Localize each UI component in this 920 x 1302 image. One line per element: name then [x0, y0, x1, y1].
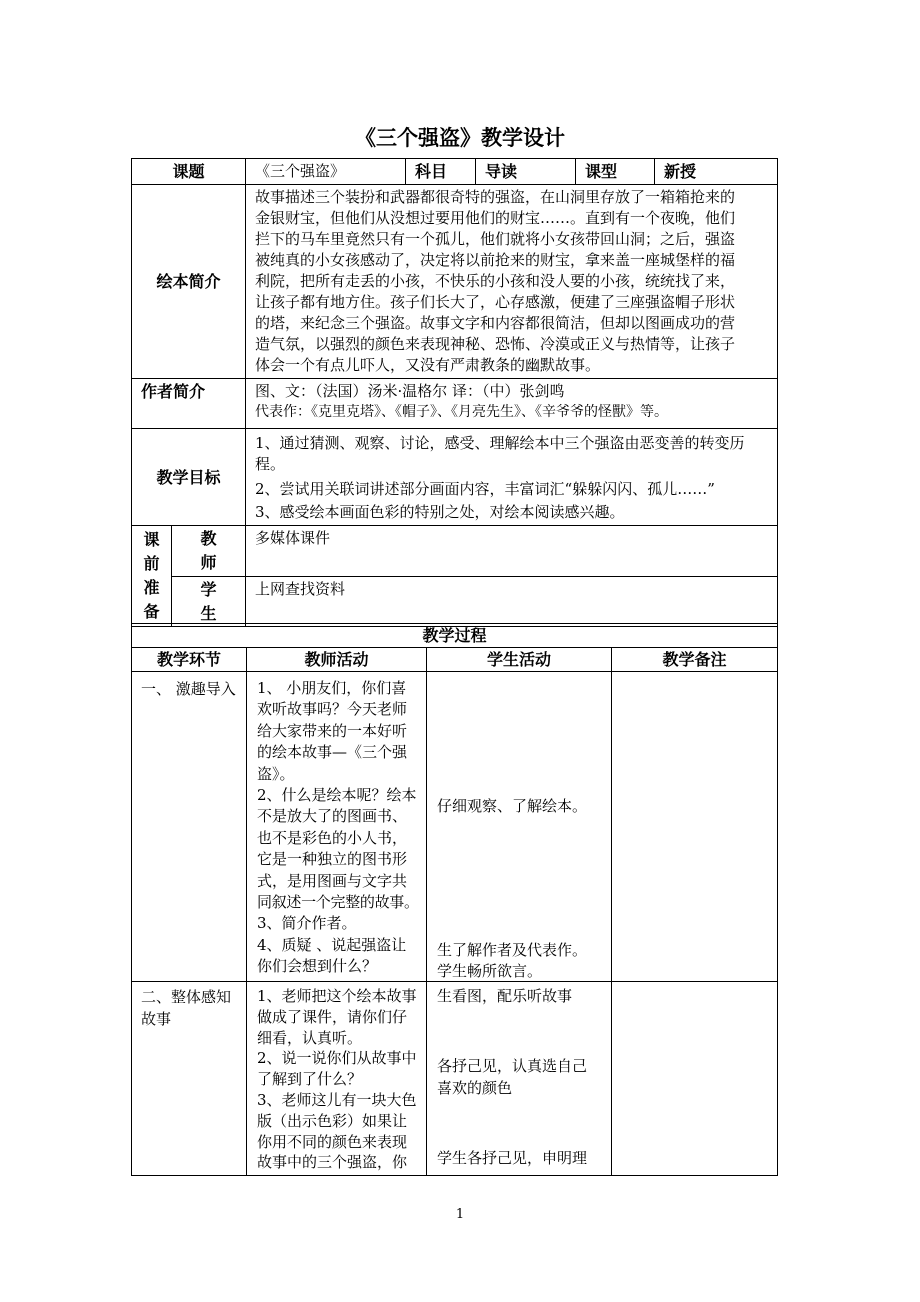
- teacher-line: 故事中的三个强盗，你: [257, 1153, 408, 1172]
- prep-student-value: 上网查找资料: [246, 577, 778, 627]
- document-title: 《三个强盗》教学设计: [355, 126, 565, 150]
- book-intro-line: 让孩子都有地方住。孩子们长大了，心存感激，便建了三座强盗帽子形状: [255, 293, 736, 311]
- teacher-line: 给大家带来的一本好听: [257, 721, 408, 740]
- prep-char: 备: [143, 602, 160, 621]
- book-intro-line: 的塔，来纪念三个强盗。故事文字和内容都很简洁，但却以图画成功的营: [255, 314, 736, 332]
- goal-item: 2、尝试用关联词讲述部分画面内容，丰富词汇“躲躲闪闪、孤儿……”: [255, 480, 715, 498]
- goals-label: 教学目标: [132, 429, 246, 526]
- prep-teacher-label: [172, 526, 246, 577]
- stage1-teacher: [247, 672, 427, 982]
- student-activity: 学生畅所欲言。: [437, 962, 543, 980]
- student-activity: 学生各抒己见，申明理: [437, 1149, 588, 1167]
- process-table: [131, 623, 778, 1176]
- teacher-line: 你们会想到什么？: [257, 957, 378, 976]
- stage2-name: 二、整体感知故事: [132, 982, 247, 1176]
- stage1-notes: [612, 672, 778, 982]
- teacher-line: 了解到了什么？: [257, 1070, 363, 1089]
- book-intro-text: [246, 185, 778, 379]
- teacher-line: 3、老师这儿有一块大色: [257, 1090, 417, 1109]
- teacher-line: 2、说一说你们从故事中: [257, 1049, 417, 1068]
- stage2-notes: [612, 982, 778, 1176]
- book-intro-line: 利院，把所有走丢的小孩，不快乐的小孩和没人要的小孩，统统找了来，: [255, 272, 736, 290]
- book-intro-line: 故事描述三个装扮和武器都很奇特的强盗，在山洞里存放了一箱箱抢来的: [255, 188, 736, 206]
- teacher-line: 1、 小朋友们，你们喜: [257, 679, 407, 697]
- goal-item: 3、感受绘本画面色彩的特别之处，对绘本阅读感兴趣。: [255, 503, 625, 521]
- stage1-student: [427, 672, 612, 982]
- teacher-line: 4、质疑 、说起强盗让: [257, 935, 407, 954]
- teacher-line: 不是放大了的图画书、: [257, 807, 408, 826]
- student-activity: 喜欢的颜色: [437, 1079, 513, 1097]
- page-number: 1: [455, 1207, 465, 1222]
- book-intro-line: 造气氛，以强烈的颜色来表现神秘、恐怖、冷漠或正义与热情等，让孩子: [255, 335, 736, 353]
- book-intro-line: 金银财宝，但他们从没想过要用他们的财宝……。直到有一个夜晚，他们: [255, 209, 736, 227]
- process-heading: 教学过程: [132, 624, 778, 648]
- author-intro-label: 作者简介: [132, 379, 246, 429]
- stage2-student: [427, 982, 612, 1176]
- author-intro-text: [246, 379, 778, 429]
- teacher-line: 1、老师把这个绘本故事: [257, 987, 417, 1005]
- teacher-line: 欢听故事吗？今天老师: [257, 700, 408, 719]
- teacher-line: 式，是用图画与文字共: [257, 871, 408, 890]
- book-intro-label: 绘本简介: [132, 185, 246, 379]
- col-header-notes: 教学备注: [612, 648, 778, 672]
- representative-works: 代表作：《克里克塔》、《帽子》、《月亮先生》、《辛爷爷的怪獸》等。: [255, 404, 669, 420]
- student-char: 学: [200, 579, 217, 599]
- teacher-line: 它是一种独立的图书形: [257, 850, 408, 869]
- stage1-name: 一、 激趣导入: [132, 672, 247, 982]
- book-intro-line: 体会一个有点儿吓人，又没有严肃教条的幽默故事。: [255, 356, 601, 374]
- teacher-line: 你用不同的颜色来表现: [257, 1132, 408, 1151]
- col-header-student: 学生活动: [427, 648, 612, 672]
- teacher-line: 3、简介作者。: [257, 914, 357, 933]
- prep-char: 前: [143, 554, 160, 573]
- book-intro-line: 拦下的马车里竟然只有一个孤儿，他们就将小女孩带回山洞；之后，强盗: [255, 230, 736, 248]
- prep-char: 课: [143, 530, 160, 549]
- goal-item: 1、通过猜测、观察、讨论，感受、理解绘本中三个强盗由恶变善的转变历程。: [255, 434, 745, 473]
- info-table: [131, 158, 778, 627]
- teacher-line: 也不是彩色的小人书，: [257, 828, 408, 847]
- teacher-line: 细看，认真听。: [257, 1028, 363, 1047]
- prep-teacher-value: 多媒体课件: [246, 526, 778, 577]
- teacher-char: 教: [200, 529, 217, 548]
- student-activity: 各抒己见，认真选自己: [437, 1057, 588, 1075]
- subject-label: 科目: [406, 159, 476, 185]
- teacher-line: 做成了课件，请你们仔: [257, 1007, 408, 1026]
- teacher-line: 版（出示色彩）如果让: [257, 1111, 408, 1130]
- subject-value: 导读: [476, 159, 576, 185]
- student-char: 生: [200, 603, 217, 623]
- prep-student-label: [172, 577, 246, 627]
- lesson-type-value: 新授: [655, 159, 778, 185]
- student-activity: 仔细观察、了解绘本。: [437, 797, 588, 815]
- student-activity: 生了解作者及代表作。: [437, 941, 588, 959]
- col-header-teacher: 教师活动: [247, 648, 427, 672]
- teacher-line: 的绘本故事—《三个强: [257, 743, 408, 762]
- lesson-type-label: 课型: [576, 159, 655, 185]
- teacher-line: 同叙述一个完整的故事。: [257, 893, 419, 912]
- student-activity: 生看图，配乐听故事: [437, 987, 573, 1005]
- col-header-stage: 教学环节: [132, 648, 247, 672]
- topic-label: 课题: [132, 159, 246, 185]
- prep-label: [132, 526, 172, 627]
- teacher-char: 师: [200, 553, 217, 572]
- prep-char: 准: [143, 578, 160, 597]
- goals-text: [246, 429, 778, 526]
- topic-value: 《三个强盗》: [246, 159, 406, 185]
- teacher-line: 2、什么是绘本呢？绘本: [257, 786, 417, 805]
- teacher-line: 盗》。: [257, 764, 295, 783]
- author-line: 图、文：（法国）汤米·温格尔 译：（中）张剑鸣: [255, 382, 565, 400]
- stage2-teacher: [247, 982, 427, 1176]
- book-intro-line: 被纯真的小女孩感动了，决定将以前抢来的财宝，拿来盖一座城堡样的福: [255, 251, 736, 269]
